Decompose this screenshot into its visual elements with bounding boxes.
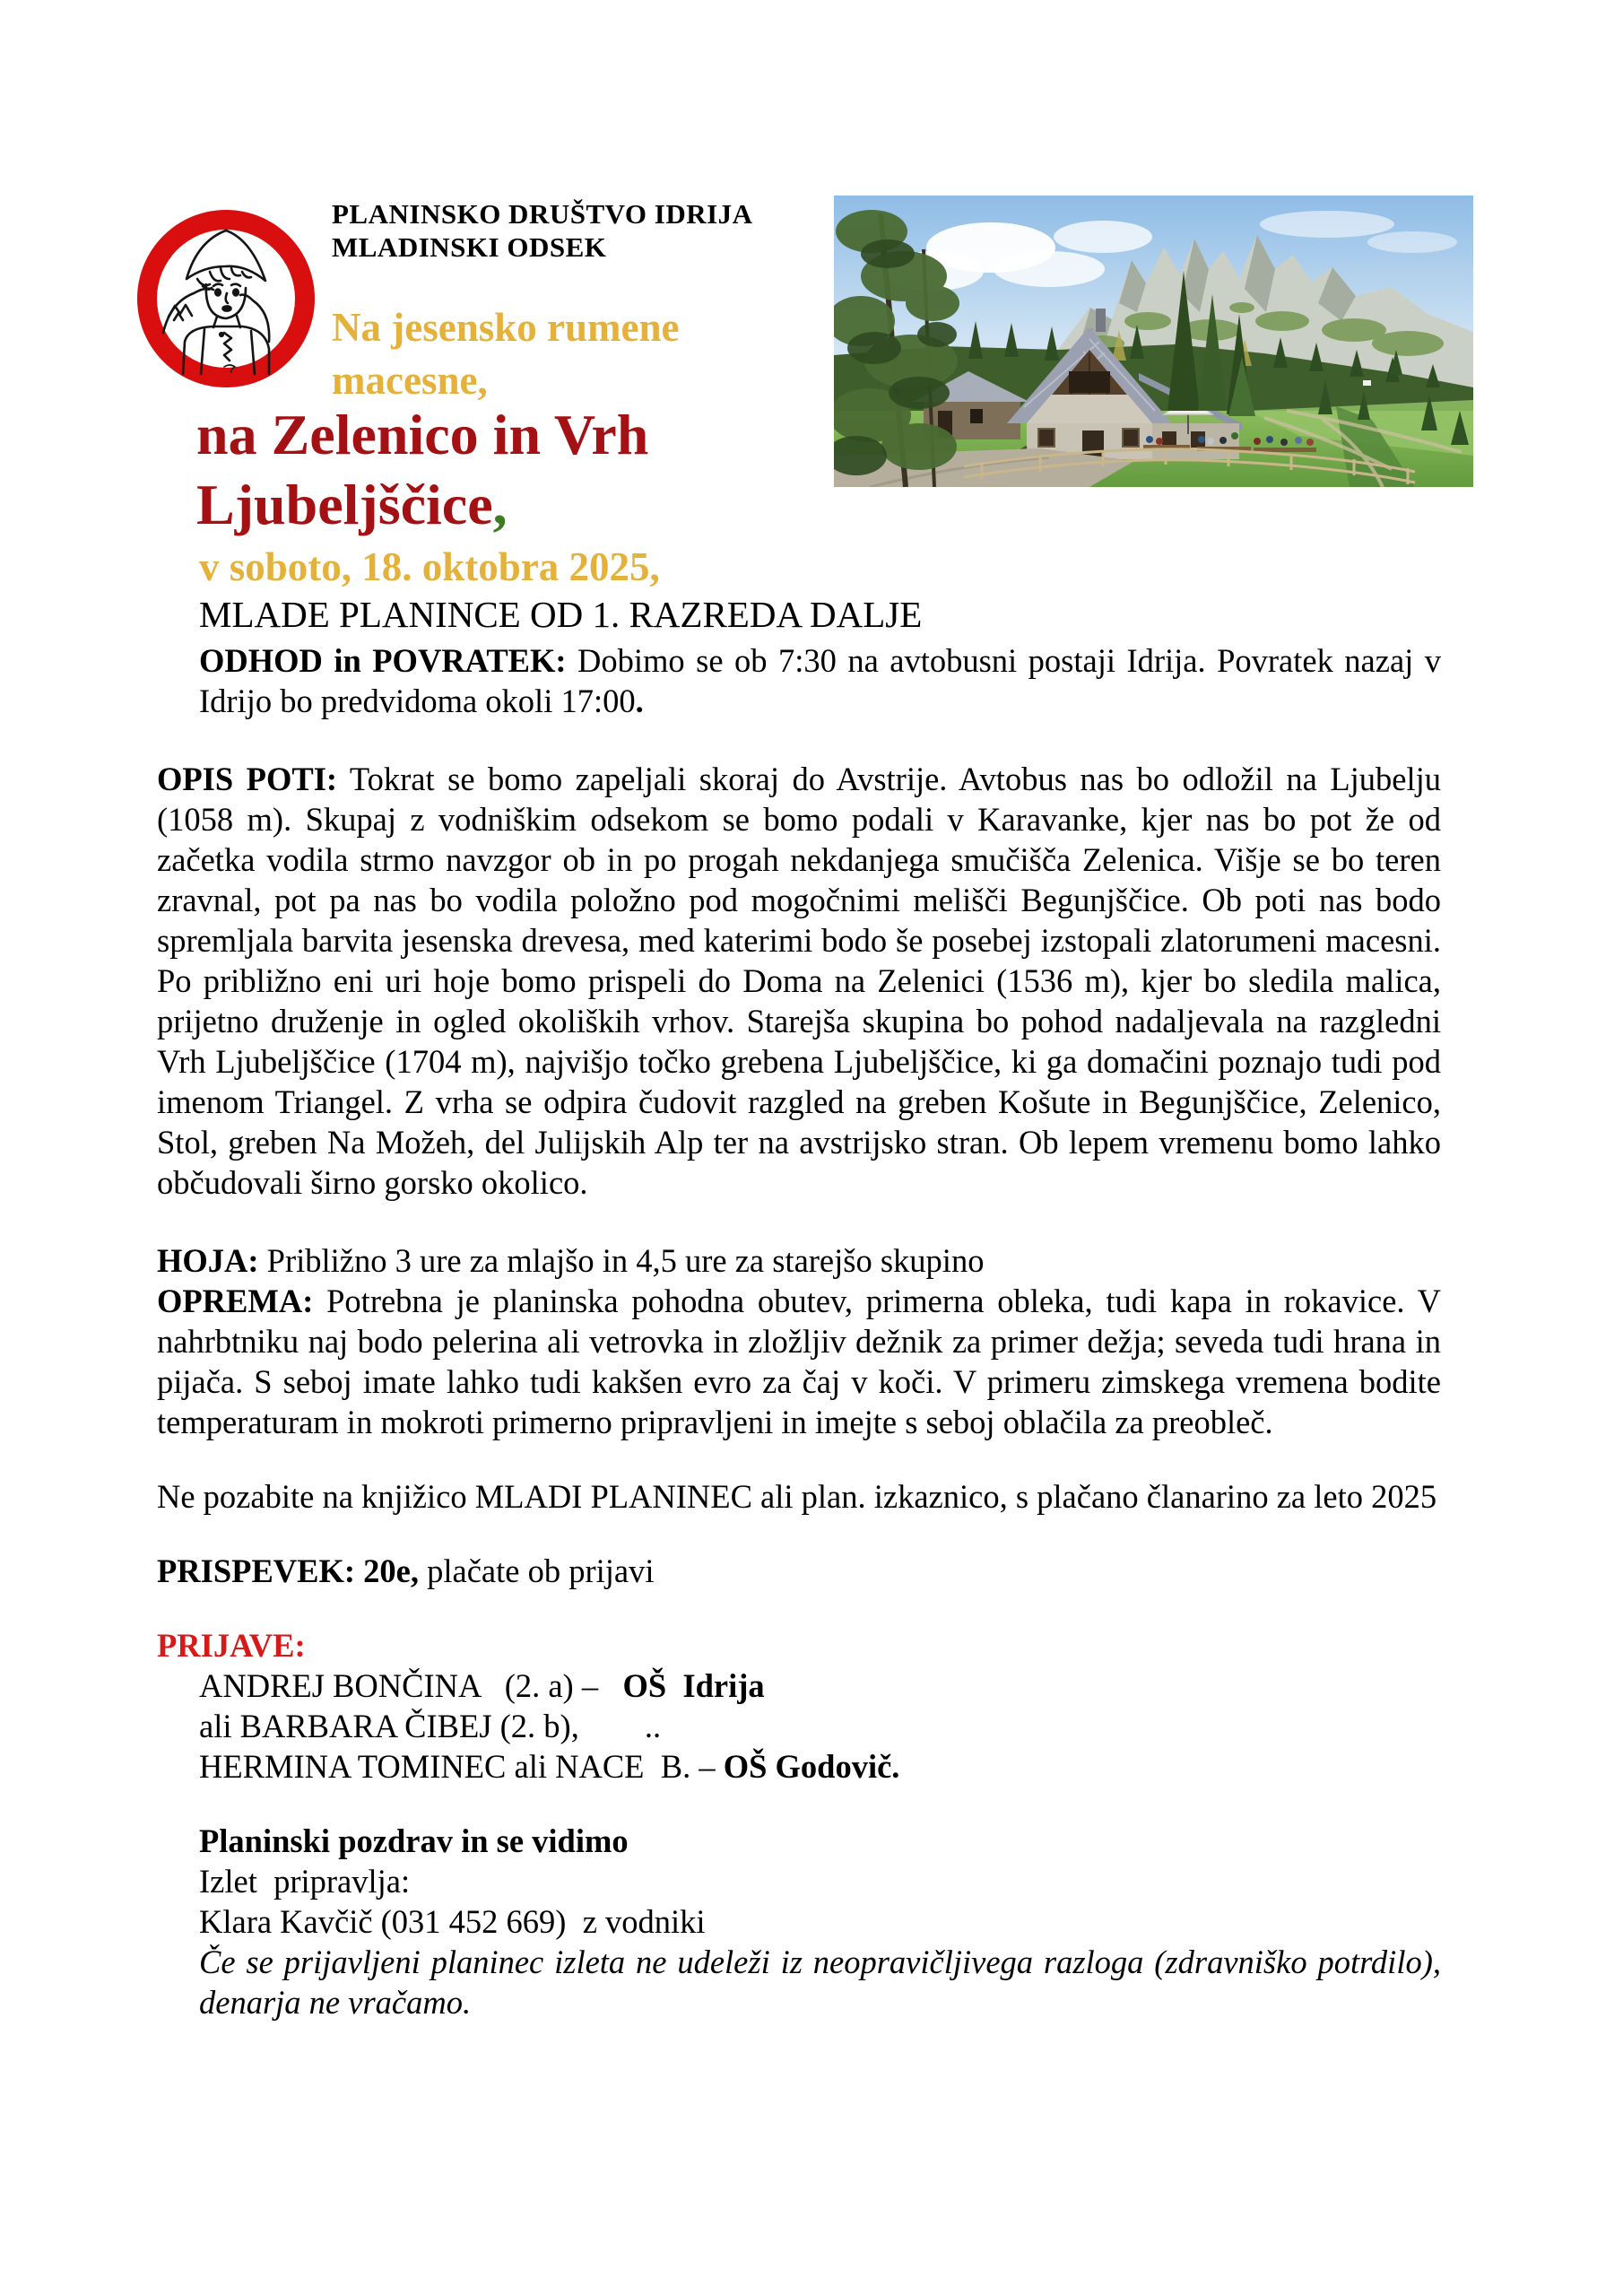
prijave-contact-1 — [199, 1665, 1441, 1706]
hoja-label: HOJA: — [157, 1242, 259, 1279]
prijave-contact-3-text: HERMINA TOMINEC ali NACE B. – — [199, 1748, 724, 1785]
subtitle — [332, 301, 679, 407]
prijave-contact-3-school: OŠ Godovič. — [723, 1748, 900, 1785]
oprema-text: Potrebna je planinska pohodna obutev, primerna obleka, tudi kapa in rokavice. V nahrbtniku naj bodo pelerina ali vetrovka in zložljiv dežnik za primer dežja; seveda tudi hrana in pijača. S seboj imate lahko tudi kakšen evro za čaj v koči. V primeru zimskega vremena bodite temperaturam in mokroti primerno pripravljeni in imejte s seboj oblačila za preobleč. — [157, 1283, 1441, 1440]
closing-greeting — [199, 1821, 1441, 1861]
prispevek-text: plačate ob prijavi — [419, 1552, 655, 1589]
odhod-paragraph — [199, 640, 1441, 721]
prijave-heading: PRIJAVE: — [157, 1627, 306, 1664]
prijave-contact-2-text: ali BARBARA ČIBEJ (2. b), .. — [199, 1708, 662, 1744]
document-body — [157, 640, 1441, 2022]
opis-paragraph — [157, 759, 1441, 1203]
note-text: Ne pozabite na knjižico MLADI PLANINEC ali plan. izkaznico, s plačano članarino za leto 2025 — [157, 1478, 1437, 1515]
oprema-label: OPREMA: — [157, 1283, 314, 1319]
title-comma: , — [492, 473, 508, 536]
opis-label: OPIS POTI: — [157, 761, 338, 797]
title-line2 — [196, 470, 648, 540]
odhod-tail: . — [635, 683, 644, 719]
org-name-line2: MLADINSKI ODSEK — [332, 231, 607, 263]
closing-greeting-text: Planinski pozdrav in se vidimo — [199, 1822, 629, 1859]
club-logo — [135, 207, 317, 390]
org-name-line1: PLANINSKO DRUŠTVO IDRIJA — [332, 198, 753, 230]
oprema-paragraph — [157, 1281, 1441, 1442]
note-paragraph — [157, 1476, 1441, 1517]
odhod-label: ODHOD in POVRATEK: — [199, 642, 567, 679]
audience-line: MLADE PLANINCE OD 1. RAZREDA DALJE — [199, 594, 923, 635]
hoja-text: Približno 3 ure za mlajšo in 4,5 ure za starejšo skupino — [258, 1242, 985, 1279]
page-title — [196, 400, 648, 540]
date-line: v soboto, 18. oktobra 2025, — [199, 544, 660, 589]
subtitle-line2: macesne, — [332, 358, 488, 403]
organizer-line: Klara Kavčič (031 452 669) z vodniki — [199, 1903, 706, 1940]
organizer-label: Izlet pripravlja: — [199, 1863, 411, 1900]
prijave-contact-1-text: ANDREJ BONČINA (2. a) – — [199, 1667, 623, 1704]
opis-text: Tokrat se bomo zapeljali skoraj do Avstrije. Avtobus nas bo odložil na Ljubelju (1058 m). Skupaj z vodniškim odsekom se bomo podali v Karavanke, kjer nas bo pot že od začetka vodila strmo navzgor ob in po progah nekdanjega smučišča Zelenica. Višje se bo teren zravnal, pot pa nas bo vodila položno pod mogočnimi melišči Begunjščice. Ob poti nas bodo spremljala barvita jesenska drevesa, med katerimi bodo še posebej izstopali zlatorumeni macesni. Po približno eni uri hoje bomo prispeli do Doma na Zelenici (1536 m), kjer bo sledila malica, prijetno druženje in ogled okoliških vrhov. Starejša skupina bo pohod nadaljevala na razgledni Vrh Ljubeljščice (1704 m), najvišjo točko grebena Ljubeljščice, ki ga domačini poznajo tudi pod imenom Triangel. Z vrha se odpira čudovit razgled na greben Košute in Begunjščice, Zelenico, Stol, greben Na Možeh, del Julijskih Alp ter na avstrijsko stran. Ob lepem vremenu bomo lahko občudovali širno gorsko okolico. — [157, 761, 1441, 1201]
odhod-text: Dobimo se ob 7:30 na avtobusni postaji Idrija. Povratek nazaj v Idrijo bo predvidoma okoli 17:00 — [199, 642, 1441, 719]
subtitle-line1: Na jesensko rumene — [332, 305, 680, 350]
org-name — [332, 197, 753, 264]
disclaimer: Če se prijavljeni planinec izleta ne udeleži iz neopravičljivega razloga (zdravniško potrdilo), denarja ne vračamo. — [199, 1944, 1441, 2021]
header-photo — [834, 196, 1473, 487]
prispevek-label: PRISPEVEK: 20e, — [157, 1552, 419, 1589]
title-line1: na Zelenico in Vrh — [196, 403, 649, 466]
prijave-contact-1-school: OŠ Idrija — [622, 1667, 765, 1704]
title-line2-text: Ljubeljščice — [196, 473, 493, 536]
prijave-contact-2 — [199, 1706, 1441, 1746]
hoja-line — [157, 1240, 1441, 1281]
prispevek-line — [157, 1551, 1441, 1591]
alpine-hut-photo-illustration — [834, 196, 1473, 487]
boy-in-pointed-hat-icon — [135, 207, 317, 390]
prijave-contact-3 — [199, 1746, 1441, 1787]
photo-cow — [1363, 380, 1371, 386]
